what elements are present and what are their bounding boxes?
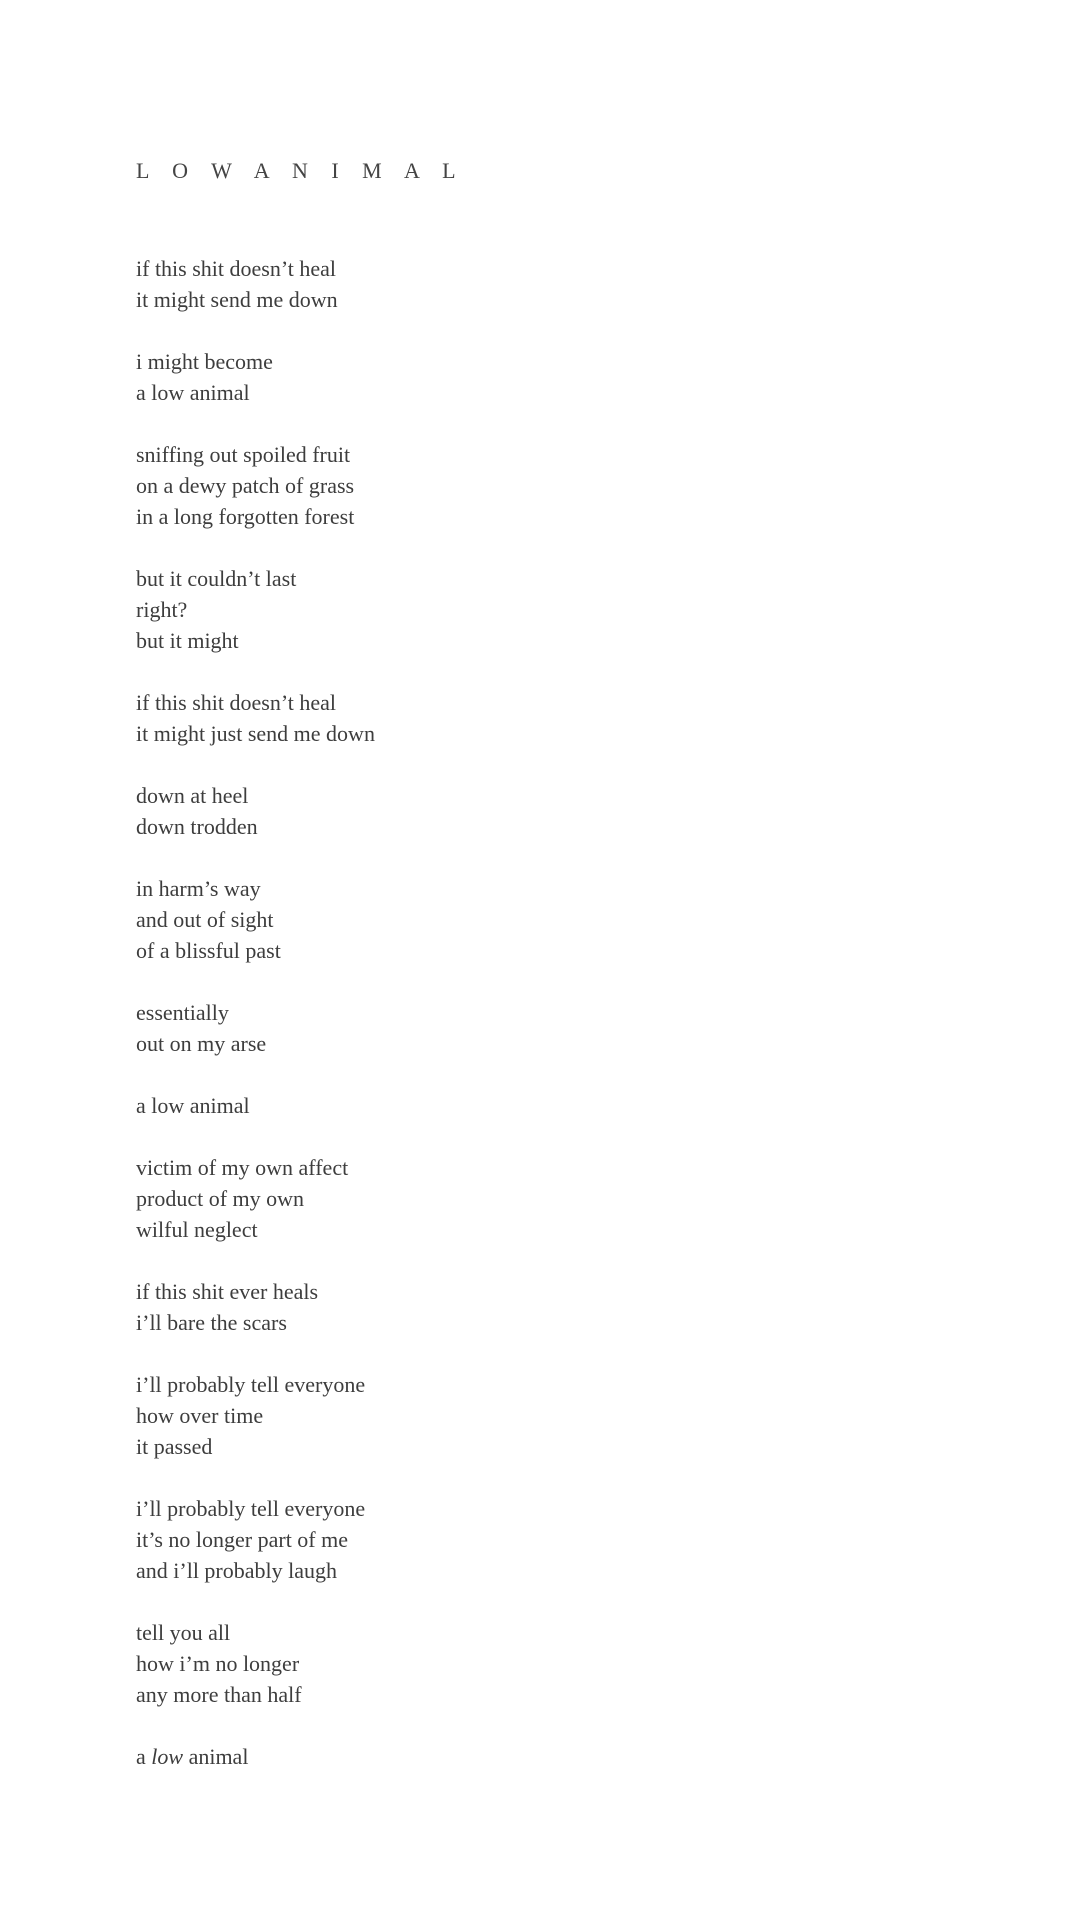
poem-line: but it couldn’t last xyxy=(136,566,297,591)
poem-line: down at heel xyxy=(136,783,249,808)
poem-line: and out of sight xyxy=(136,907,274,932)
poem-line: essentially xyxy=(136,1000,229,1025)
final-line-emphasis: low xyxy=(151,1744,184,1769)
poem-line: but it might xyxy=(136,628,239,653)
poem-line: how i’m no longer xyxy=(136,1651,300,1676)
poem-line: i might become xyxy=(136,349,273,374)
poem-line: how over time xyxy=(136,1403,264,1428)
final-line-before: a xyxy=(136,1744,152,1769)
poem-line: i’ll bare the scars xyxy=(136,1310,287,1335)
poem-line: victim of my own affect xyxy=(136,1155,349,1180)
poem-line: if this shit doesn’t heal xyxy=(136,690,337,715)
poem-line: if this shit ever heals xyxy=(136,1279,319,1304)
poem-line: it might send me down xyxy=(136,287,338,312)
poem-line: wilful neglect xyxy=(136,1217,258,1242)
poem-line: and i’ll probably laugh xyxy=(136,1558,338,1583)
poem-line: any more than half xyxy=(136,1682,302,1707)
poem-line: in a long forgotten forest xyxy=(136,504,355,529)
poem-line: tell you all xyxy=(136,1620,231,1645)
poem-line: it’s no longer part of me xyxy=(136,1527,349,1552)
poem-line: if this shit doesn’t heal xyxy=(136,256,337,281)
stanza xyxy=(136,563,956,656)
stanza xyxy=(136,687,956,749)
stanza xyxy=(136,1090,956,1121)
poem-line: product of my own xyxy=(136,1186,305,1211)
poem-line: out on my arse xyxy=(136,1031,267,1056)
poem-line: it passed xyxy=(136,1434,213,1459)
stanza xyxy=(136,1617,956,1710)
stanza xyxy=(136,1493,956,1586)
stanza xyxy=(136,1276,956,1338)
poem-line: right? xyxy=(136,597,188,622)
stanza xyxy=(136,253,956,315)
poem-line: on a dewy patch of grass xyxy=(136,473,355,498)
stanza xyxy=(136,346,956,408)
stanza xyxy=(136,1152,956,1245)
poem-body xyxy=(136,253,956,1710)
poem-line: a low animal xyxy=(136,1093,250,1118)
poem-line: sniffing out spoiled fruit xyxy=(136,442,351,467)
poem-line: down trodden xyxy=(136,814,258,839)
poem-page xyxy=(136,155,956,1803)
stanza xyxy=(136,780,956,842)
poem-line: i’ll probably tell everyone xyxy=(136,1372,366,1397)
final-line-after: animal xyxy=(183,1744,249,1769)
stanza xyxy=(136,1369,956,1462)
poem-line: of a blissful past xyxy=(136,938,281,963)
poem-line: in harm’s way xyxy=(136,876,261,901)
poem-line: a low animal xyxy=(136,380,250,405)
poem-line: i’ll probably tell everyone xyxy=(136,1496,366,1521)
final-stanza xyxy=(136,1741,956,1772)
stanza xyxy=(136,997,956,1059)
stanza xyxy=(136,873,956,966)
poem-line: it might just send me down xyxy=(136,721,375,746)
final-line xyxy=(136,1741,956,1772)
stanza xyxy=(136,439,956,532)
poem-title: L O W A N I M A L xyxy=(136,158,465,183)
